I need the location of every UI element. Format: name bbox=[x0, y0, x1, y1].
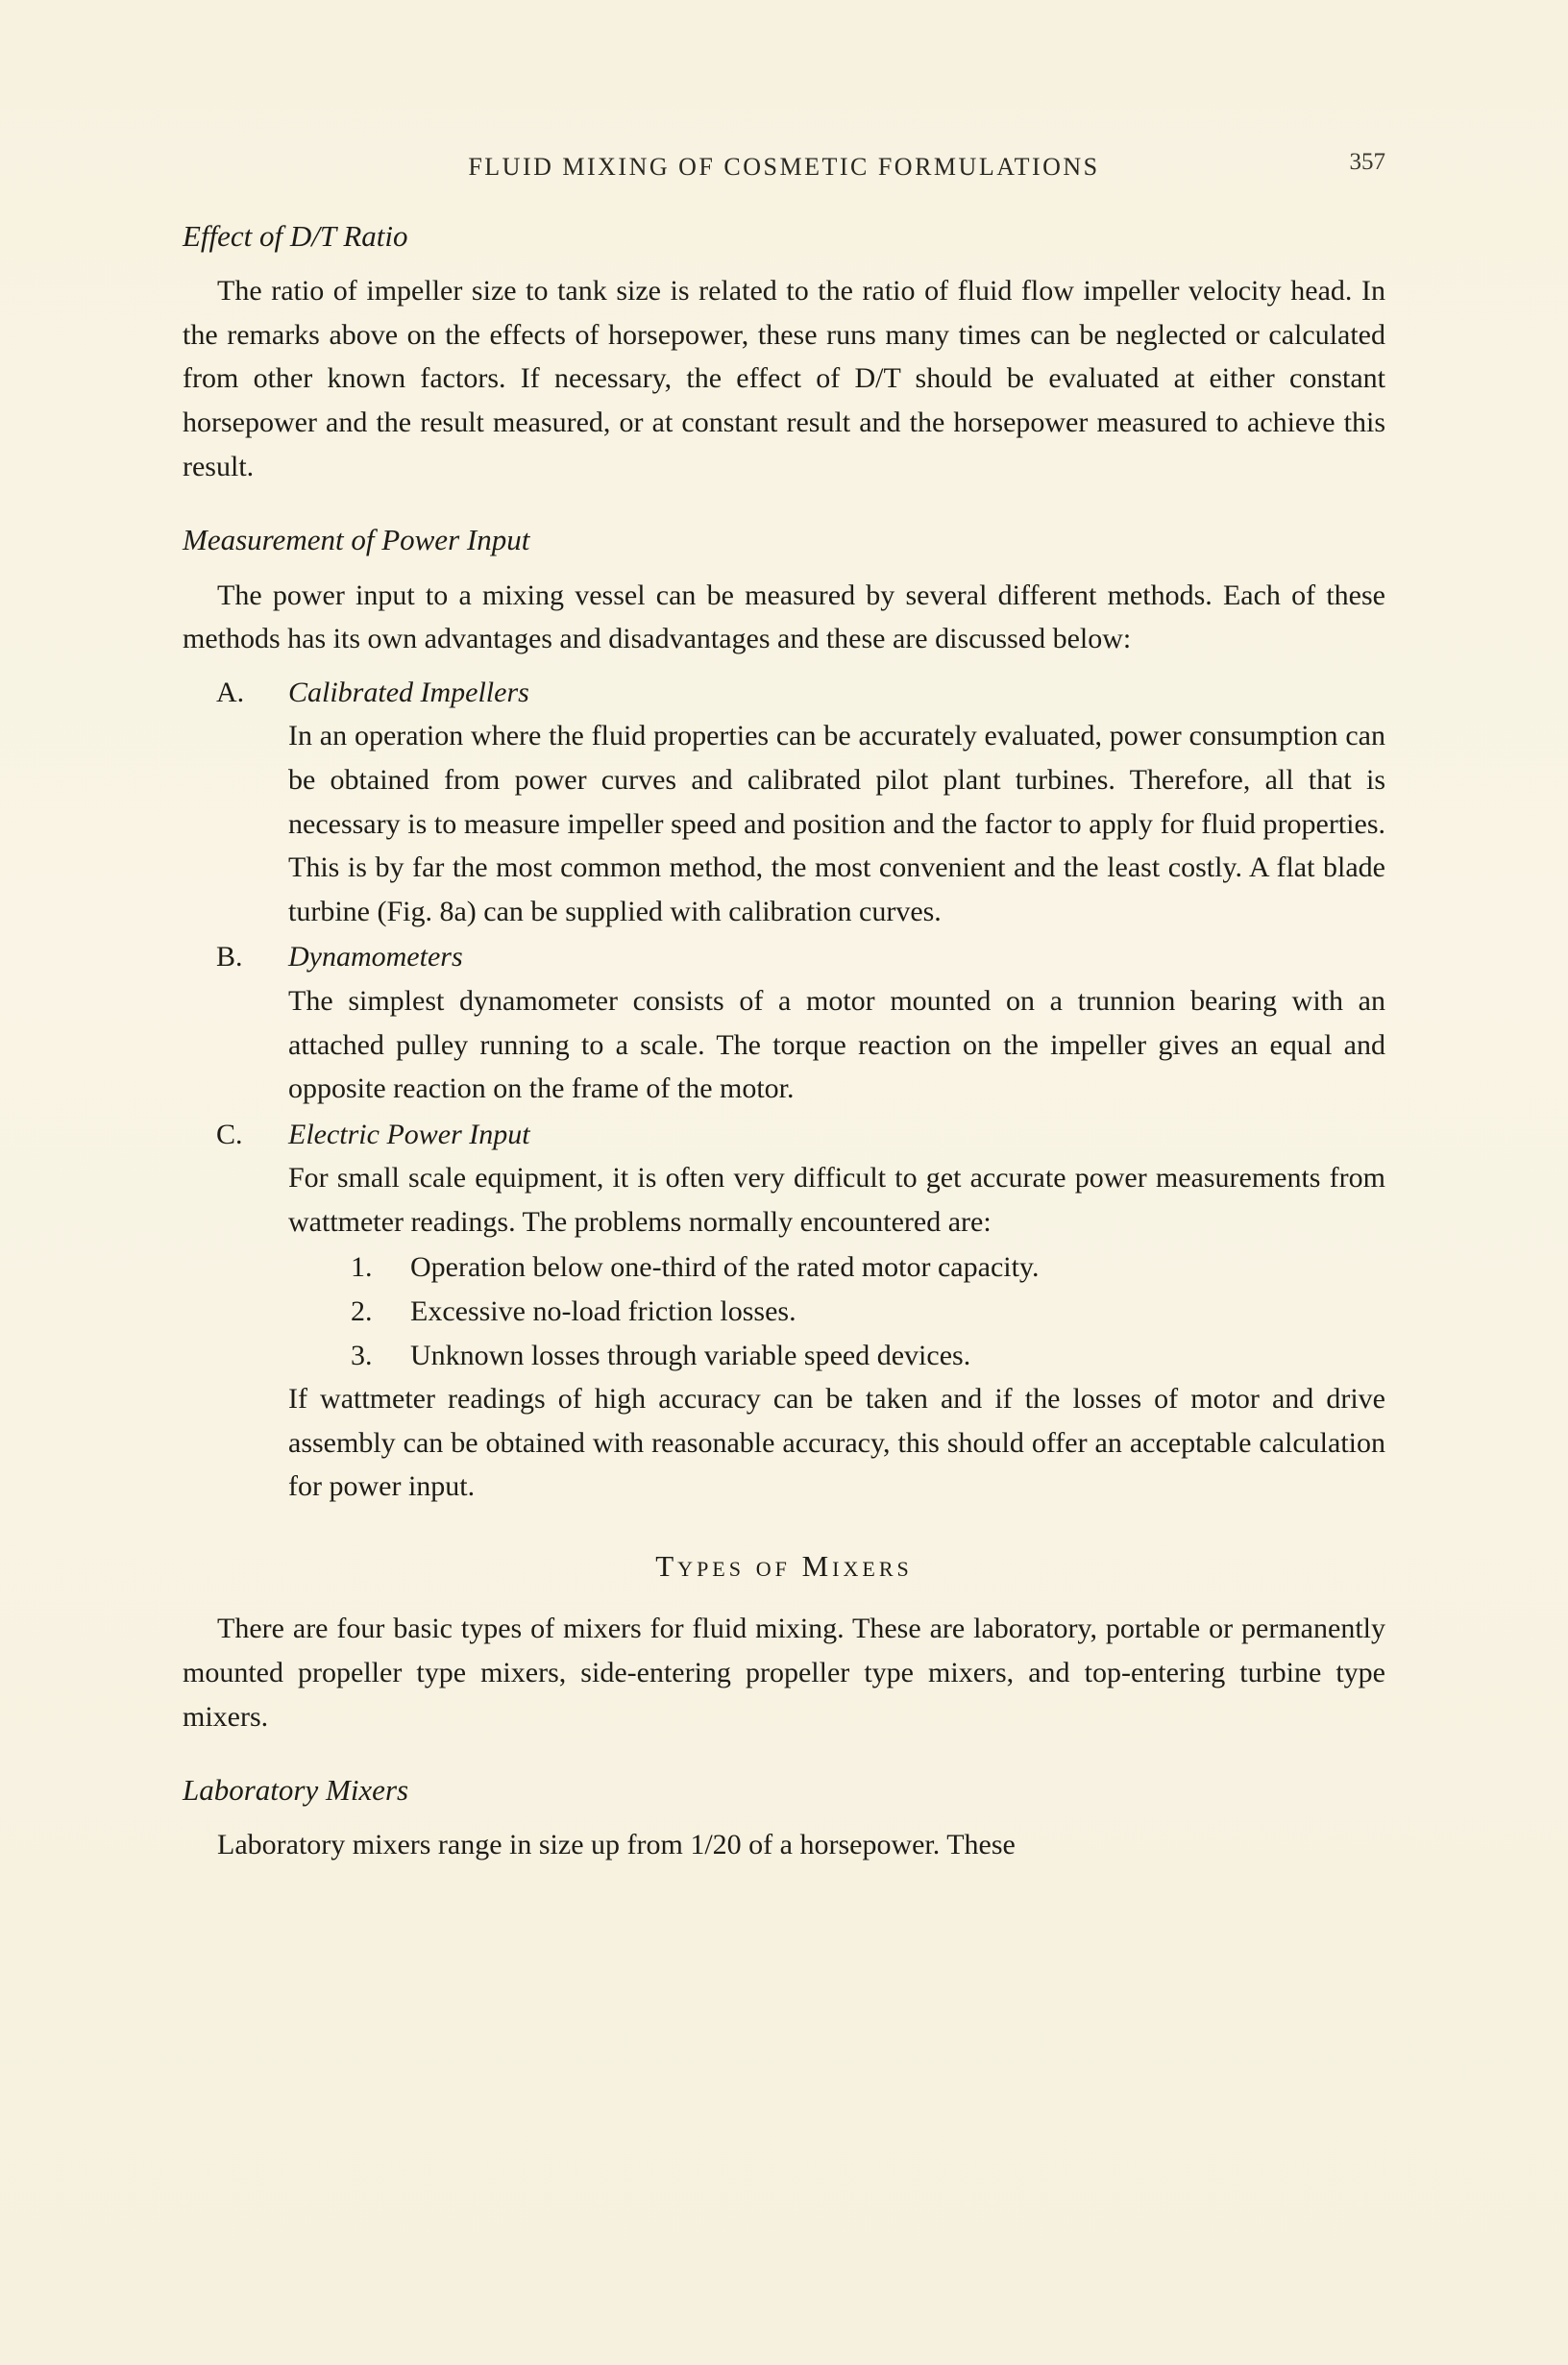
item-label-a: A. bbox=[216, 676, 245, 708]
numbered-item-3-text: Unknown losses through variable speed devices. bbox=[410, 1339, 971, 1371]
item-body-dynamometers: The simplest dynamometer consists of a motor mounted on a trunnion bearing with an attached pulley running to a scale. The torque reaction on the impeller gives an equal and opposite reaction on the frame of the motor. bbox=[288, 984, 1385, 1105]
method-item-calibrated-impellers bbox=[183, 671, 1385, 934]
paragraph-power-input-intro: The power input to a mixing vessel can be measured by several different methods. Each of these methods has its own advantages and disadvantages and these are discussed below: bbox=[183, 579, 1385, 655]
page-number: 357 bbox=[1349, 149, 1385, 175]
item-body-electric-power-input: For small scale equipment, it is often very difficult to get accurate power measurements from wattmeter readings. The problems normally encountered are: bbox=[288, 1162, 1385, 1238]
item-title-calibrated-impellers: Calibrated Impellers bbox=[288, 676, 529, 708]
item-head bbox=[216, 1113, 1385, 1157]
paragraph-types-of-mixers: There are four basic types of mixers for fluid mixing. These are laboratory, portable or permanently mounted propeller type mixers, side-entering propeller type mixers, and top-entering turbine type mixers. bbox=[183, 1613, 1385, 1733]
heading-measurement-of-power-input: Measurement of Power Input bbox=[183, 523, 530, 557]
item-closing-electric-power-input: If wattmeter readings of high accuracy can be taken and if the losses of motor and drive assembly can be obtained with reasonable accuracy, this should offer an acceptable calculation for power input. bbox=[288, 1383, 1385, 1503]
numbered-item-2 bbox=[351, 1290, 1385, 1334]
running-head-row bbox=[183, 144, 1385, 183]
item-title-electric-power-input: Electric Power Input bbox=[288, 1118, 530, 1150]
heading-types-of-mixers: Types of Mixers bbox=[655, 1549, 913, 1584]
item-head bbox=[216, 671, 1385, 715]
numbered-item-2-number: 2. bbox=[351, 1295, 373, 1328]
numbered-item-1-text: Operation below one-third of the rated motor capacity. bbox=[410, 1251, 1040, 1284]
numbered-item-3-number: 3. bbox=[351, 1339, 373, 1371]
item-title-dynamometers: Dynamometers bbox=[288, 941, 463, 973]
heading-laboratory-mixers: Laboratory Mixers bbox=[183, 1773, 409, 1808]
paragraph-laboratory-mixers: Laboratory mixers range in size up from 1/20 of a horsepower. These bbox=[217, 1829, 1016, 1861]
item-label-b: B. bbox=[216, 941, 243, 973]
item-label-c: C. bbox=[216, 1118, 243, 1150]
paragraph-dt-ratio: The ratio of impeller size to tank size is related to the ratio of fluid flow impeller velocity head. In the remarks above on the effects of horsepower, these runs many times can be neglected or calculated from other known factors. If necessary, the effect of D/T should be evaluated at either constant horsepower and the result measured, or at constant result and the horsepower measured to achieve this result. bbox=[183, 275, 1385, 482]
item-head bbox=[216, 935, 1385, 979]
heading-effect-of-dt-ratio: Effect of D/T Ratio bbox=[183, 219, 408, 253]
numbered-item-1-number: 1. bbox=[351, 1251, 373, 1284]
method-item-electric-power-input bbox=[183, 1113, 1385, 1509]
numbered-item-2-text: Excessive no-load friction losses. bbox=[410, 1295, 796, 1328]
item-body-calibrated-impellers: In an operation where the fluid properties can be accurately evaluated, power consumption can be obtained from power curves and calibrated pilot plant turbines. Therefore, all that is necessary is to measure impeller speed and position and the factor to apply for fluid properties. This is by far the most common method, the most convenient and the least costly. A flat blade turbine (Fig. 8a) can be supplied with calibration curves. bbox=[288, 720, 1385, 927]
numbered-item-1 bbox=[351, 1245, 1385, 1290]
running-head: FLUID MIXING OF COSMETIC FORMULATIONS bbox=[468, 153, 1100, 181]
method-item-dynamometers bbox=[183, 935, 1385, 1110]
numbered-item-3 bbox=[351, 1334, 1385, 1378]
